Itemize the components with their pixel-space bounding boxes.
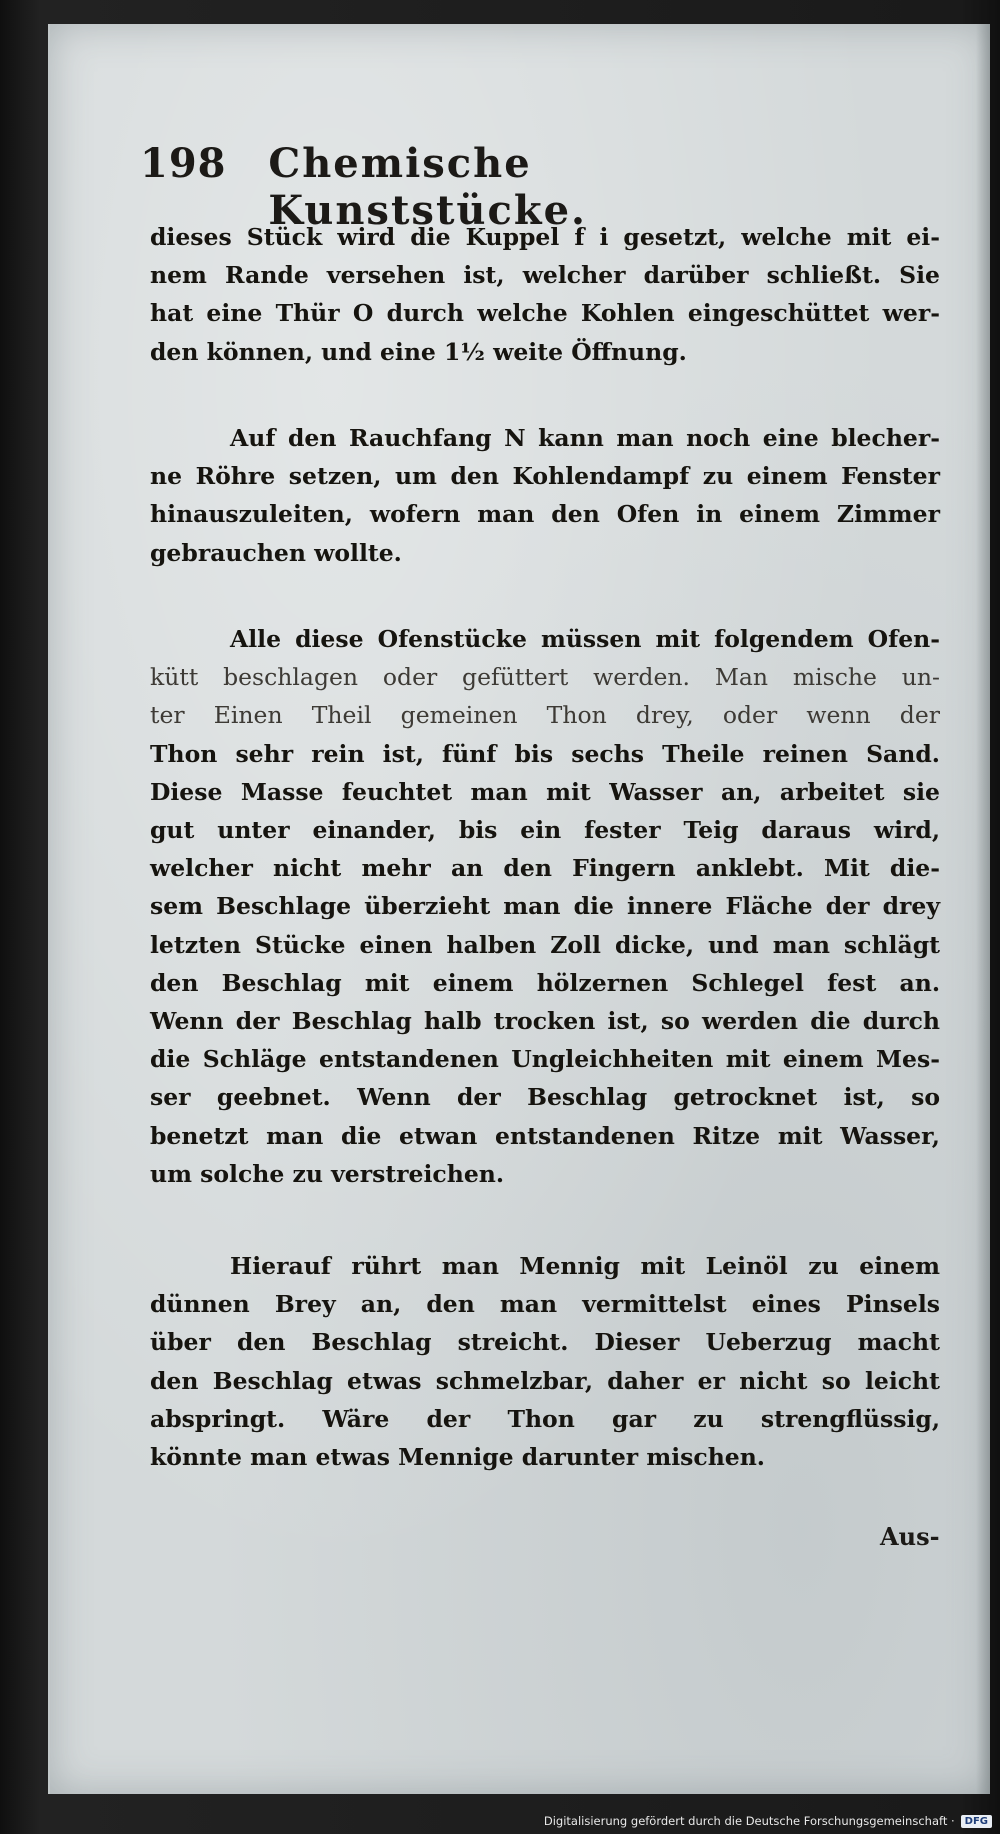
- text-line: Hierauf rührt man Mennig mit Leinöl zu einem: [230, 1252, 940, 1280]
- credit-text: Digitalisierung gefördert durch die Deutsche Forschungsgemeinschaft ·: [543, 1814, 955, 1828]
- text-line: ter Einen Theil gemeinen Thon drey, oder wenn der: [150, 701, 940, 730]
- text-line: Thon sehr rein ist, fünf bis sechs Theile reinen Sand.: [150, 739, 940, 768]
- running-head: [140, 140, 780, 234]
- text-line: nem Rande versehen ist, welcher darüber schließt. Sie: [150, 261, 940, 290]
- text-line: gut unter einander, bis ein fester Teig daraus wird,: [150, 816, 940, 845]
- paragraph-1: [150, 218, 940, 371]
- text-line: den Beschlag etwas schmelzbar, daher er nicht so leicht: [150, 1366, 940, 1395]
- text-line: den Beschlag mit einem hölzernen Schlegel fest an.: [150, 968, 940, 997]
- dfg-logo: DFG: [961, 1815, 992, 1828]
- text-line: um solche zu verstreichen.: [150, 1159, 505, 1188]
- text-line: Alle diese Ofenstücke müssen mit folgendem Ofen-: [230, 625, 940, 653]
- text-line: ser geebnet. Wenn der Beschlag getrocknet ist, so: [150, 1083, 940, 1112]
- catchword: Aus-: [880, 1522, 940, 1551]
- running-title: Chemische Kunststücke.: [268, 140, 587, 234]
- digitization-credit: [544, 1814, 992, 1828]
- text-line: benetzt man die etwan entstandenen Ritze mit Wasser,: [150, 1121, 940, 1150]
- text-line: sem Beschlage überzieht man die innere Fläche der drey: [150, 892, 940, 921]
- text-line: letzten Stücke einen halben Zoll dicke, und man schlägt: [150, 930, 940, 959]
- text-line: kütt beschlagen oder gefüttert werden. Man mische un-: [150, 663, 940, 692]
- page-edge-shadow: [976, 24, 990, 1794]
- text-line: ne Röhre setzen, um den Kohlendampf zu einem Fenster: [150, 462, 940, 491]
- paragraph-3: [150, 620, 940, 1193]
- text-line: Wenn der Beschlag halb trocken ist, so werden die durch: [150, 1007, 940, 1036]
- text-line: über den Beschlag streicht. Dieser Ueberzug macht: [150, 1328, 940, 1357]
- text-line: welcher nicht mehr an den Fingern anklebt. Mit die-: [150, 854, 940, 883]
- paragraph-2: [150, 419, 940, 572]
- text-line: Diese Masse feuchtet man mit Wasser an, arbeitet sie: [150, 777, 940, 806]
- text-line: Auf den Rauchfang N kann man noch eine blecher-: [230, 424, 940, 452]
- text-line: den können, und eine 1½ weite Öffnung.: [150, 337, 687, 366]
- text-line: abspringt. Wäre der Thon gar zu strengflüssig,: [150, 1404, 940, 1433]
- text-line: hinauszuleiten, wofern man den Ofen in einem Zimmer: [150, 500, 940, 529]
- paragraph-4: [150, 1247, 940, 1476]
- text-line: die Schläge entstandenen Ungleichheiten mit einem Mes-: [150, 1045, 940, 1074]
- text-line: gebrauchen wollte.: [150, 538, 402, 567]
- text-line: dieses Stück wird die Kuppel f i gesetzt, welche mit ei-: [150, 223, 940, 251]
- text-line: könnte man etwas Mennige darunter mischen.: [150, 1443, 765, 1472]
- text-line: hat eine Thür O durch welche Kohlen eingeschüttet wer-: [150, 299, 940, 328]
- page-number: 198: [140, 140, 227, 187]
- text-line: dünnen Brey an, den man vermittelst eines Pinsels: [150, 1290, 940, 1319]
